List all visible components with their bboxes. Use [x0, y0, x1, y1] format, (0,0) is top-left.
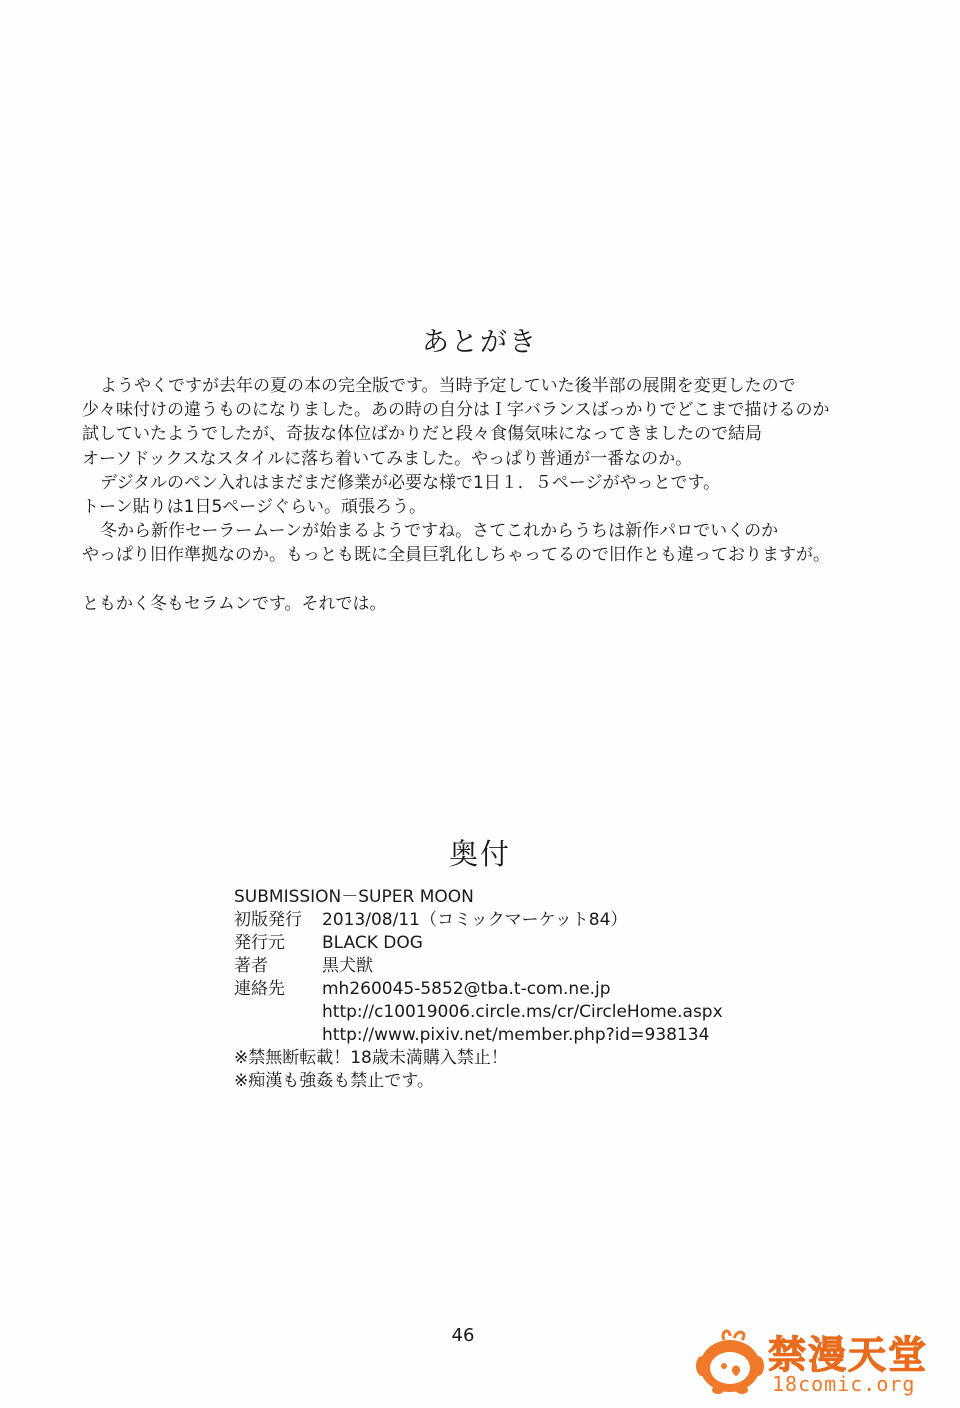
afterword-line: 少々味付けの違うものになりました。あの時の自分はＩ字バランスばっかりでどこまで描けるのか [82, 400, 830, 421]
contact-label: 連絡先 [234, 979, 285, 999]
contact-url-row [234, 1001, 794, 1024]
watermark-logo-text: 禁漫天堂 [768, 1333, 929, 1377]
site-watermark [694, 1322, 929, 1402]
afterword-line: デジタルのペン入れはまだまだ修業が必要な様で1日１．５ページがやっとです。 [100, 472, 721, 493]
book-title: SUBMISSION－SUPER MOON [234, 887, 474, 907]
notice-prohibited: ※痴漢も強姦も禁止です。 [234, 1071, 434, 1091]
author-value: 黒犬獣 [322, 956, 373, 976]
publisher-label: 発行元 [234, 933, 285, 953]
publisher-value: BLACK DOG [322, 933, 423, 953]
page-number: 46 [451, 1325, 475, 1346]
afterword-line: 試していたようでしたが、奇抜な体位ばかりだと段々食傷気味になってきましたので結局 [82, 424, 762, 445]
first-edition-value: 2013/08/11（コミックマーケット84） [322, 910, 628, 930]
orange-mascot-icon [694, 1326, 766, 1396]
afterword-line: やっぱり旧作準拠なのか。もっとも既に全員巨乳化しちゃってるので旧作とも違っておりますが。 [82, 545, 830, 566]
contact-email: mh260045-5852@tba.t-com.ne.jp [322, 979, 611, 999]
afterword-title: あとがき [422, 327, 538, 358]
watermark-url: 18comic.org [772, 1372, 916, 1396]
author-row [234, 955, 794, 978]
colophon-block [234, 886, 794, 1093]
colophon-title: 奥付 [448, 837, 511, 871]
afterword-line: ようやくですが去年の夏の本の完全版です。当時予定していた後半部の展開を変更したので [100, 376, 796, 396]
contact-url-row [234, 1024, 794, 1047]
contact-url-pixiv: http://www.pixiv.net/member.php?id=938134 [322, 1025, 710, 1045]
first-edition-row [234, 909, 794, 932]
publisher-row [234, 932, 794, 955]
notice-reprint: ※禁無断転載！18歳未満購入禁止！ [234, 1048, 508, 1068]
contact-url-circle: http://c10019006.circle.ms/cr/CircleHome.aspx [322, 1002, 723, 1022]
afterword-line: オーソドックスなスタイルに落ち着いてみました。やっぱり普通が一番なのか。 [82, 448, 693, 469]
afterword-closing-line: ともかく冬もセラムンです。それでは。 [82, 593, 387, 614]
afterword-line: 冬から新作セーラームーンが始まるようですね。さてこれからうちは新作パロでいくのか [100, 521, 779, 542]
contact-row [234, 978, 794, 1001]
afterword-text [82, 374, 882, 616]
author-label: 著者 [234, 956, 268, 976]
first-edition-label: 初版発行 [234, 910, 302, 930]
afterword-line: トーン貼りは1日5ページぐらい。頑張ろう。 [82, 496, 426, 517]
